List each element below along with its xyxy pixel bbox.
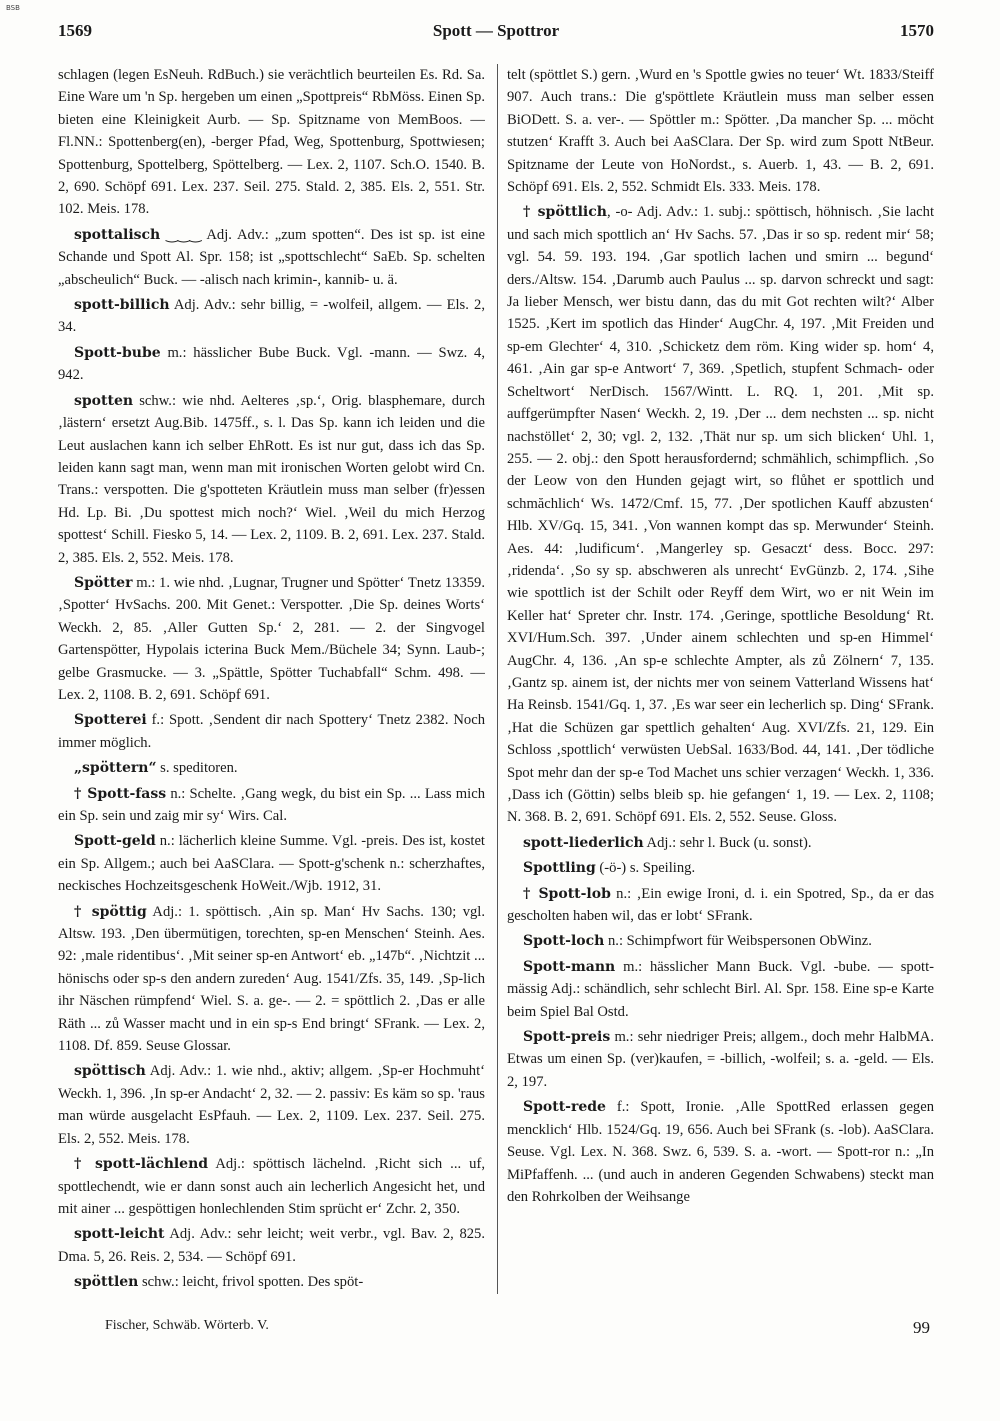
dictionary-entry: spöttlen schw.: leicht, frivol spotten. Des spöt- [74, 1274, 364, 1291]
dictionary-entry: Spott-bube m.: hässlicher Bube Buck. Vgl. -mann. — Swz. 4, 942. [58, 344, 485, 384]
dictionary-entry: spottalisch ‿‿‿ Adj. Adv.: „zum spotten“. Des ist sp. ist eine Schande und Spott Al. Spr. 158; ist „spottschlecht“ SaEb. Sp. schelten „abscheulich“ Buck. — -alisch nach krimin-, kannib- u. ä. [58, 226, 485, 288]
entry-headword: spott-liederlich [523, 834, 644, 851]
entry-headword: Spott-preis [523, 1029, 611, 1046]
entry-headword: † Spott-lob [523, 885, 611, 902]
dictionary-columns [58, 64, 934, 1297]
dictionary-entry: telt (spöttlet S.) gern. ‚Wurd en 's Spottle gwies no teuer‘ Wt. 1833/Steiff 907. Auch trans.: Die g'spöttlete Kräutlein muss man selber essen BiODett. S. a. ver-. — Spöttler m.: Spötter. ‚Da mancher Sp. ... möcht stutzen‘ Krafft 3. Auch bei AaSClara. Der Sp. wird zum Spott NtBeur. Spitzname der Leute von HoNordst., s. Auerb. 1, 43. — B. 2, 691. Schöpf 691. Els. 2, 552. Schmidt Els. 333. Meis. 178. [507, 67, 934, 196]
dictionary-entry: spotten schw.: wie nhd. Aelteres ‚sp.‘, Orig. blasphemare, durch ‚lästern‘ ersetzt Aug.Bib. 1475ff., s. l. Das Sp. kann ich leiden und die Leut auslachen kann ich selber EhRott. Es ist nur gut, dass ich das Sp. leiden kann sagt man, wenn man mit ironischen Worten gelobt wird Cn. Trans.: verspotten. Die g'spotteten Kräutlein muss man selber (fr)essen Hd. Lp. Bi. ‚Du spottest mich noch?‘ Wiel. ‚Weil du mich Herzog spottest‘ Schill. Fiesko 5, 14. — Lex. 2, 1109. B. 2, 691. Lex. 237. Stald. 2, 385. Els. 2, 552. Meis. 178. [58, 392, 485, 566]
dictionary-entry: spott-billich Adj. Adv.: sehr billig, = -wolfeil, allgem. — Els. 2, 34. [58, 297, 485, 336]
dictionary-entry: schlagen (legen EsNeuh. RdBuch.) sie verächtlich beurteilen Es. Rd. Sa. Eine Ware um 'n Sp. hergeben um einen „Spottpreis“ RbMöss. Einen Sp. bieten eine Kleinigkeit Aurb. — Sp. Spitzname von MemBoos. — Fl.NN.: Spottenberg(en), -berger Pfad, Weg, Spottenburg, Spottwiesen; Spottenburg, Spottelberg, Spöttelberg. — Lex. 2, 1107. Sch.O. 1540. B. 2, 690. Schöpf 691. Lex. 237. Seil. 275. Stald. 2, 385. Els. 2, 551. Str. 102. Meis. 178. [58, 67, 485, 218]
dictionary-entry: † spöttlich, -o- Adj. Adv.: 1. subj.: spöttisch, höhnisch. ‚Sie lacht und sach mich spottlich an‘ Hv Sachs. 57. ‚Das ir so sp. redent mir‘ 58; vgl. 54. 59. 193. 194. ‚Gar spotlich lachen und smirn ... begund‘ ders./Altsw. 154. ‚Darumb auch Paulus ... sp. darvon schreckt und sagt: Ja lieber Mensch, wer bistu dann, das du mit Got rechten wilt?‘ Alber 1525. ‚Kert im spotlich das Hinder‘ AugChr. 4, 197. ‚Mit Freiden und sp-em Glechter‘ 4, 310. ‚Schicketz dem röm. King wider sp. hom‘ 4, 461. ‚Ain gar sp-e Antwort‘ 7, 369. ‚Spetlich, stupfent Schmach- oder Scheltwort‘ NerDisch. 1567/Wintt. L. RQ. 1, 201. ‚Mit sp. auffgerümpfter Nasen‘ Weckh. 2, 19. ‚Der ... dem nechsten ... sp. nicht nachstöllet‘ 2, 30; vgl. 2, 132. ‚Thät nur sp. um sich blicken‘ Uhl. 1, 255. — 2. obj.: den Spott herausfordernd; schmählich, schimpflich. ‚So der Leow von den Hunden gejagt wirt, so flůhet er spottlich und schmăchlich‘ Ws. 1472/Cmf. 15, 77. ‚Der spotlichen Kauff abzusten‘ Hlb. XV/Gq. 15, 341. ‚Von wannen kompt das sp. Merwunder‘ Steinh. Aes. 44: ‚ludificum‘. ‚Mangerley sp. Gesaczt‘ dess. Bocc. 297: ‚ridenda‘. ‚So sy sp. abschweren als unrecht‘ EvGünzb. 2, 174. ‚Sihe wie spottlich ist der Schilt oder Reyff dem Wirt, wo er nit Wein im Keller hat‘ Spreter chr. Instr. 174. ‚Geringe, spottliche Besoldung‘ Rt. XVI/Hum.Sch. 397. ‚Under ainem schlechten und sp-en Himmel‘ AugChr. 4, 136. ‚An sp-e schlechte Ampter, als zů Zölnern‘ 7, 135. ‚Gantz sp. ainem ist, der nichts mer von seinem Vatterland Wissens hat‘ Ha Reinsb. 1541/Gq. 1, 37. ‚Es war seer ein lecherlich sp. Ding‘ SFrank. ‚Hat die Schüzen gar spettlich gehalten‘ Aug. XVI/Zfs. 21, 129. Ein Schloss ‚spottlich‘ verwüsten UebSal. 1633/Bod. 44, 141. ‚Der tödliche Spot mehr dan der sp-e Tod Machet uns schier verzagen‘ Weckh. 1, 336. ‚Dass ich (Göttin) selbs bleib sp. hie gefangen‘ 1, 19. — Lex. 2, 1108; N. 368. B. 2, 691. Schöpf 691. Els. 2, 552. Seuse. Gloss. [507, 204, 934, 826]
dictionary-entry: Spott-preis m.: sehr niedriger Preis; allgem., doch mehr HalbMA. Etwas um einen Sp. (ver)kaufen, = -billich, -wolfeil; s. a. -geld. — Els. 2, 197. [507, 1029, 934, 1090]
entry-headword: Spotterei [74, 712, 147, 729]
dictionary-entry: Spott-mann m.: hässlicher Mann Buck. Vgl. -bube. — spott-mässig Adj.: schändlich, sehr schlecht Birl. Al. Spr. 158. Eine sp-e Karte beim Spiel Bal Ostd. [507, 958, 934, 1020]
dictionary-entry: spott-liederlich Adj.: sehr l. Buck (u. sonst). [523, 834, 812, 851]
column-divider [497, 64, 498, 1294]
right-column [507, 64, 934, 1297]
entry-headword: Spott-mann [523, 958, 616, 975]
entry-headword: spöttlen [74, 1274, 139, 1291]
entry-headword: Spötter [74, 574, 133, 591]
dictionary-entry: Spott-loch n.: Schimpfwort für Weibspersonen ObWinz. [523, 933, 872, 950]
dictionary-entry: spott-leicht Adj. Adv.: sehr leicht; weit verbr., vgl. Bav. 2, 825. Dma. 5, 26. Reis. 2, 534. — Schöpf 691. [58, 1226, 485, 1265]
entry-headword: spotten [74, 392, 134, 409]
entry-headword: Spott-geld [74, 833, 156, 850]
entry-headword: Spott-rede [523, 1099, 606, 1116]
entry-headword: spott-leicht [74, 1226, 165, 1243]
footer-source: Fischer, Schwäb. Wörterb. V. [105, 1318, 269, 1333]
page-header [58, 16, 934, 46]
left-column [58, 64, 485, 1297]
entry-headword: † Spott-fass [74, 785, 167, 802]
entry-headword: spottalisch [74, 226, 161, 243]
dictionary-entry: „spöttern“ s. speditoren. [74, 760, 238, 777]
dictionary-entry: † Spott-fass n.: Schelte. ‚Gang wegk, du bist ein Sp. ... Lass mich ein Sp. sein und zaig mir sy‘ Wirs. Cal. [58, 785, 485, 824]
dictionary-entry: † Spott-lob n.: ‚Ein ewige Ironi, d. i. ein Spotred, Sp., da er das gescholten haben wil, das er lobt‘ SFrank. [507, 885, 934, 925]
right-page-number: 1570 [900, 21, 934, 40]
dictionary-entry: Spott-rede f.: Spott, Ironie. ‚Alle SpottRed erlassen gegen mencklich‘ Hlb. 1524/Gq. 19, 656. Auch bei SFrank (s. -lob). AaSClara. Seuse. Vgl. Lex. N. 368. Swz. 6, 539. S. a. -wort. — Spott-ror n.: „In MiPfaffenh. ... (und auch in anderen Gegenden Schwabens) steckt man den Rohrkolben der Weihsange [507, 1099, 934, 1205]
dictionary-entry: spöttisch Adj. Adv.: 1. wie nhd., aktiv; allgem. ‚Sp-er Hochmuht‘ Weckh. 1, 396. ‚In sp-er Andacht‘ 2, 32. — 2. passiv: Es käm so sp. 'raus man würde ausgelacht EsPfauh. — Lex. 2, 1109. Lex. 237. Seil. 275. Els. 2, 552. Meis. 178. [58, 1063, 485, 1147]
dictionary-entry: Spötter m.: 1. wie nhd. ‚Lugnar, Trugner und Spötter‘ Tnetz 13359. ‚Spotter‘ HvSachs. 200. Mit Genet.: Verspotter. ‚Die Sp. deines Worts‘ Weckh. 2, 85. ‚Aller Gutten Sp.‘ 2, 281. — 2. der Singvogel Gartenspötter, Hypolais icterina Buck Mem./Büchele 34; Synn. Laub-; gelbe Grasmucke. — 3. „Spättle, Spötter Tuchabfall“ Schm. 498. — Lex. 2, 1108. B. 2, 691. Schöpf 691. [58, 574, 485, 703]
entry-headword: † spott-lächlend [74, 1156, 209, 1173]
dictionary-entry: Spott-geld n.: lächerlich kleine Summe. Vgl. -preis. Des ist, kostet ein Sp. Allgem.; auch bei AaSClara. — Spott-g'schenk n.: scherzhaftes, neckisches Hochzeitsgeschenk HoWeit./Wjb. 1912, 31. [58, 833, 485, 895]
library-mark: BSB [6, 4, 20, 12]
entry-headword: „spöttern“ [74, 760, 157, 777]
entry-headword: Spott-loch [523, 933, 605, 950]
entry-headword: Spott-bube [74, 344, 161, 361]
entry-headword: Spottling [523, 860, 596, 877]
dictionary-entry: † spöttig Adj.: 1. spöttisch. ‚Ain sp. Man‘ Hv Sachs. 130; vgl. Altsw. 193. ‚Den übermütigen, torechten, sp-en Menschen‘ Steinh. Aes. 92: ‚male ridentibus‘. ‚Mit seiner sp-en Antwort‘ eb. „147b“. ‚Nichtzit ... hönischs oder sp-s den andern zureden‘ Aug. 1541/Zfs. 35, 149. ‚Sp-lich ihr Näschen rümpfend‘ Wiel. S. a. ge-. — 2. = spöttlich 2. ‚Das er alle Räth ... zů Wasser macht und in ein sp-s End bringt‘ SFrank. — Lex. 2, 1108. Df. 859. Seuse Glossar. [58, 903, 485, 1055]
running-title: Spott — Spottror [432, 21, 560, 40]
dictionary-entry: Spotterei f.: Spott. ‚Sendent dir nach Spottery‘ Tnetz 2382. Noch immer möglich. [58, 712, 485, 751]
entry-headword: spott-billich [74, 297, 170, 314]
left-page-number: 1569 [58, 21, 92, 40]
dictionary-entry: † spott-lächlend Adj.: spöttisch lächelnd. ‚Richt sich ... uf, spottlechendt, wie er dann sonst auch ain lecherlich Angesicht het, und mit ainer ... gespöttigen honlechlenden Stim sprücht er‘ Zchr. 2, 350. [58, 1156, 485, 1217]
page-footer [105, 1318, 930, 1338]
entry-headword: † spöttlich [523, 204, 607, 221]
dictionary-entry: Spottling (-ö-) s. Speiling. [523, 860, 696, 877]
entry-headword: spöttisch [74, 1063, 146, 1080]
sheet-number: 99 [913, 1318, 930, 1337]
entry-headword: † spöttig [74, 903, 147, 920]
